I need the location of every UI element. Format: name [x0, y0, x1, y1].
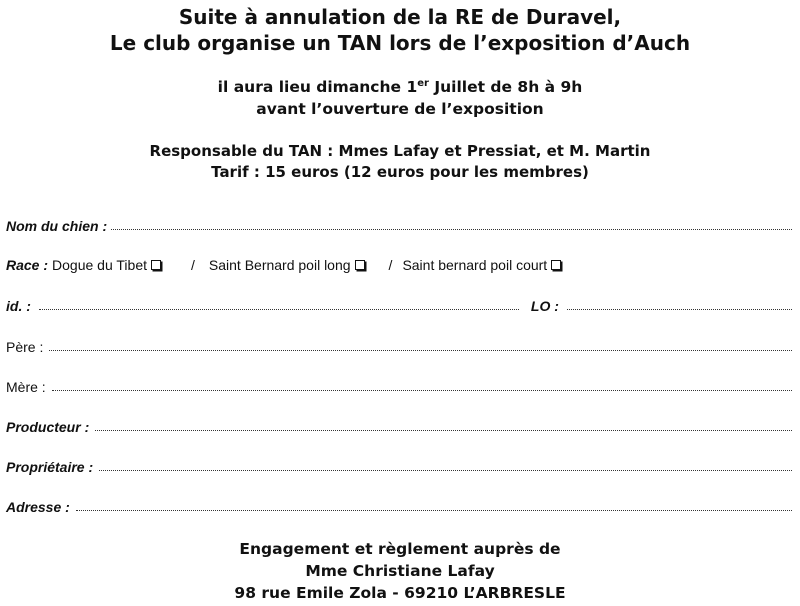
nom-label: Nom du chien : [6, 218, 108, 234]
producteur-row [6, 417, 792, 437]
race-row [6, 257, 792, 277]
event-date-prefix: il aura lieu dimanche 1 [217, 78, 418, 96]
producteur-label: Producteur : [6, 419, 90, 435]
nom-field[interactable] [111, 215, 792, 230]
id-row [6, 296, 792, 316]
lo-field[interactable] [567, 295, 792, 310]
race-option-dogue-label: Dogue du Tibet [52, 257, 147, 273]
footer-line-1: Engagement et règlement auprès de [239, 540, 561, 558]
id-field[interactable] [39, 295, 519, 310]
race-option-bernard-court-label: Saint bernard poil court [402, 257, 548, 273]
header-line-1: Suite à annulation de la RE de Duravel, [178, 5, 622, 29]
footer-line-2: Mme Christiane Lafay [305, 562, 495, 580]
event-line-2: avant l’ouverture de l’exposition [256, 100, 544, 118]
adresse-row [6, 497, 792, 517]
header-line-2: Le club organise un TAN lors de l’exposition d’Auch [109, 31, 691, 55]
nom-row [6, 216, 792, 236]
race-separator: / [388, 257, 393, 273]
proprietaire-field[interactable] [99, 456, 792, 471]
race-option-dogue[interactable] [52, 257, 161, 273]
mere-field[interactable] [52, 376, 792, 391]
event-date-sup: er [417, 78, 429, 89]
race-label: Race : [6, 257, 49, 273]
adresse-field[interactable] [76, 496, 792, 511]
race-option-bernard-long[interactable] [209, 257, 365, 273]
race-option-bernard-long-label: Saint Bernard poil long [208, 257, 351, 273]
checkbox-icon[interactable] [551, 260, 561, 270]
mere-label: Mère : [6, 379, 46, 395]
mere-row [6, 377, 792, 397]
event-date-suffix: Juillet de 8h à 9h [428, 78, 583, 96]
lo-label: LO : [530, 298, 559, 314]
pere-field[interactable] [49, 336, 792, 351]
proprietaire-row [6, 457, 792, 477]
tarif-line: Tarif : 15 euros (12 euros pour les membres) [211, 163, 589, 181]
checkbox-icon[interactable] [355, 260, 365, 270]
proprietaire-label: Propriétaire : [6, 459, 94, 475]
pere-row [6, 337, 792, 357]
checkbox-icon[interactable] [151, 260, 161, 270]
pere-label: Père : [6, 339, 44, 355]
event-date [0, 77, 800, 98]
id-label: id. : [6, 298, 31, 314]
race-separator: / [191, 257, 195, 273]
footer-line-3: 98 rue Emile Zola - 69210 L’ARBRESLE [234, 584, 566, 602]
adresse-label: Adresse : [6, 499, 70, 515]
responsable-line: Responsable du TAN : Mmes Lafay et Pressiat, et M. Martin [149, 142, 651, 160]
race-option-bernard-court[interactable] [402, 257, 561, 273]
producteur-field[interactable] [95, 416, 792, 431]
